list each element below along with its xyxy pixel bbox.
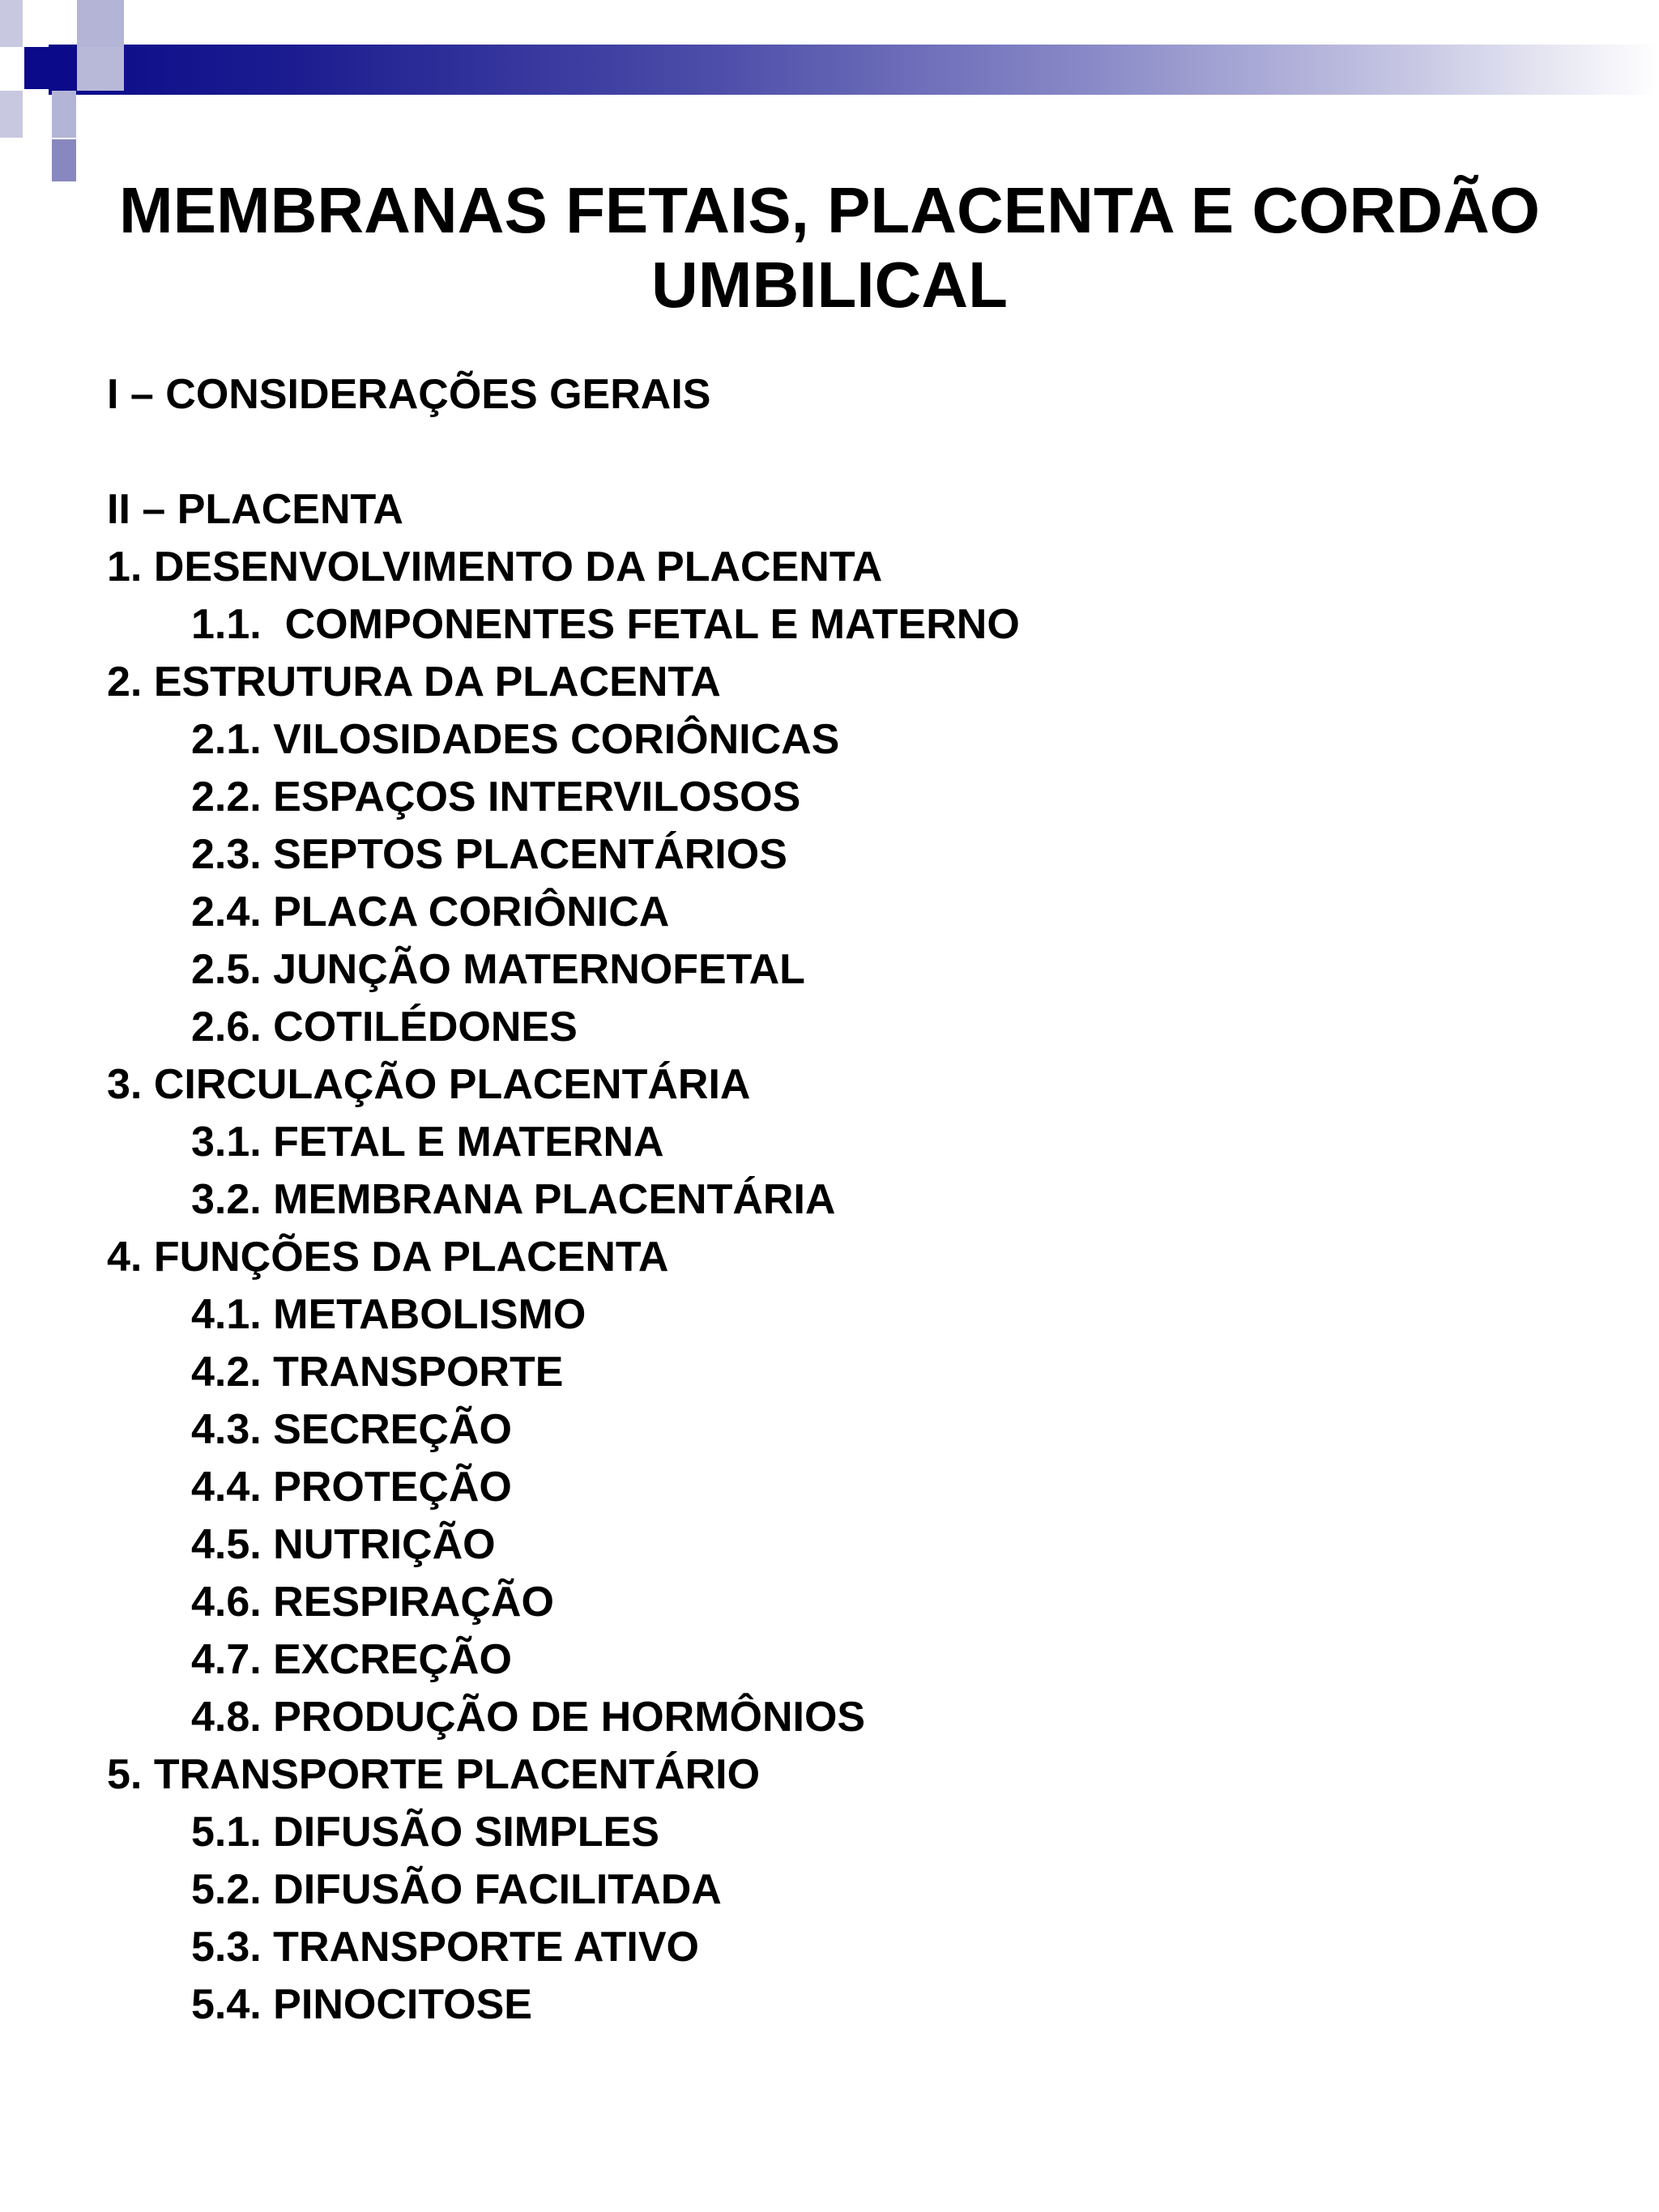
outline-subsection: 4.4. PROTEÇÃO bbox=[191, 1464, 512, 1511]
banner-gradient-bar bbox=[49, 45, 1659, 95]
header-banner bbox=[0, 0, 1659, 186]
outline-section: I – CONSIDERAÇÕES GERAIS bbox=[107, 371, 711, 418]
outline-subsection: 2.5. JUNÇÃO MATERNOFETAL bbox=[191, 946, 805, 993]
outline-subsection: 2.2. ESPAÇOS INTERVILOSOS bbox=[191, 774, 801, 820]
outline-subsection: 4.3. SECREÇÃO bbox=[191, 1406, 512, 1453]
title-line-1: MEMBRANAS FETAIS, PLACENTA E CORDÃO bbox=[118, 173, 1541, 246]
banner-square bbox=[77, 0, 124, 47]
outline-subsection: 5.1. DIFUSÃO SIMPLES bbox=[191, 1809, 659, 1856]
banner-square bbox=[77, 47, 124, 91]
page-title bbox=[0, 173, 1659, 322]
outline-subsection: 2.3. SEPTOS PLACENTÁRIOS bbox=[191, 831, 787, 878]
outline-subsection: 2.6. COTILÉDONES bbox=[191, 1004, 578, 1051]
outline-subsection: 5.2. DIFUSÃO FACILITADA bbox=[191, 1866, 722, 1913]
outline-section: II – PLACENTA bbox=[107, 486, 403, 533]
outline-subsection: 4.1. METABOLISMO bbox=[191, 1291, 586, 1338]
outline-subsection: 4.6. RESPIRAÇÃO bbox=[191, 1579, 554, 1626]
outline-section: 4. FUNÇÕES DA PLACENTA bbox=[107, 1234, 669, 1281]
outline-section: 1. DESENVOLVIMENTO DA PLACENTA bbox=[107, 543, 883, 590]
banner-square bbox=[0, 91, 23, 138]
outline-subsection: 4.8. PRODUÇÃO DE HORMÔNIOS bbox=[191, 1694, 866, 1741]
outline-subsection: 4.2. TRANSPORTE bbox=[191, 1349, 564, 1396]
outline-section: 5. TRANSPORTE PLACENTÁRIO bbox=[107, 1751, 761, 1798]
topic-outline bbox=[107, 366, 1020, 2034]
banner-square bbox=[24, 47, 52, 89]
outline-subsection: 3.2. MEMBRANA PLACENTÁRIA bbox=[191, 1176, 836, 1223]
title-line-2: UMBILICAL bbox=[651, 248, 1008, 321]
banner-square bbox=[0, 0, 23, 47]
outline-subsection: 4.5. NUTRIÇÃO bbox=[191, 1521, 496, 1568]
outline-subsection: 4.7. EXCREÇÃO bbox=[191, 1636, 512, 1683]
banner-square bbox=[52, 91, 76, 138]
outline-spacer bbox=[107, 424, 1020, 481]
outline-section: 2. ESTRUTURA DA PLACENTA bbox=[107, 658, 721, 705]
outline-subsection: 2.4. PLACA CORIÔNICA bbox=[191, 889, 670, 936]
outline-subsection: 3.1. FETAL E MATERNA bbox=[191, 1119, 664, 1166]
outline-subsection: 2.1. VILOSIDADES CORIÔNICAS bbox=[191, 716, 840, 763]
outline-subsection: 1.1. COMPONENTES FETAL E MATERNO bbox=[191, 601, 1020, 648]
outline-subsection: 5.4. PINOCITOSE bbox=[191, 1981, 532, 2028]
outline-section: 3. CIRCULAÇÃO PLACENTÁRIA bbox=[107, 1061, 751, 1108]
outline-subsection: 5.3. TRANSPORTE ATIVO bbox=[191, 1924, 699, 1971]
